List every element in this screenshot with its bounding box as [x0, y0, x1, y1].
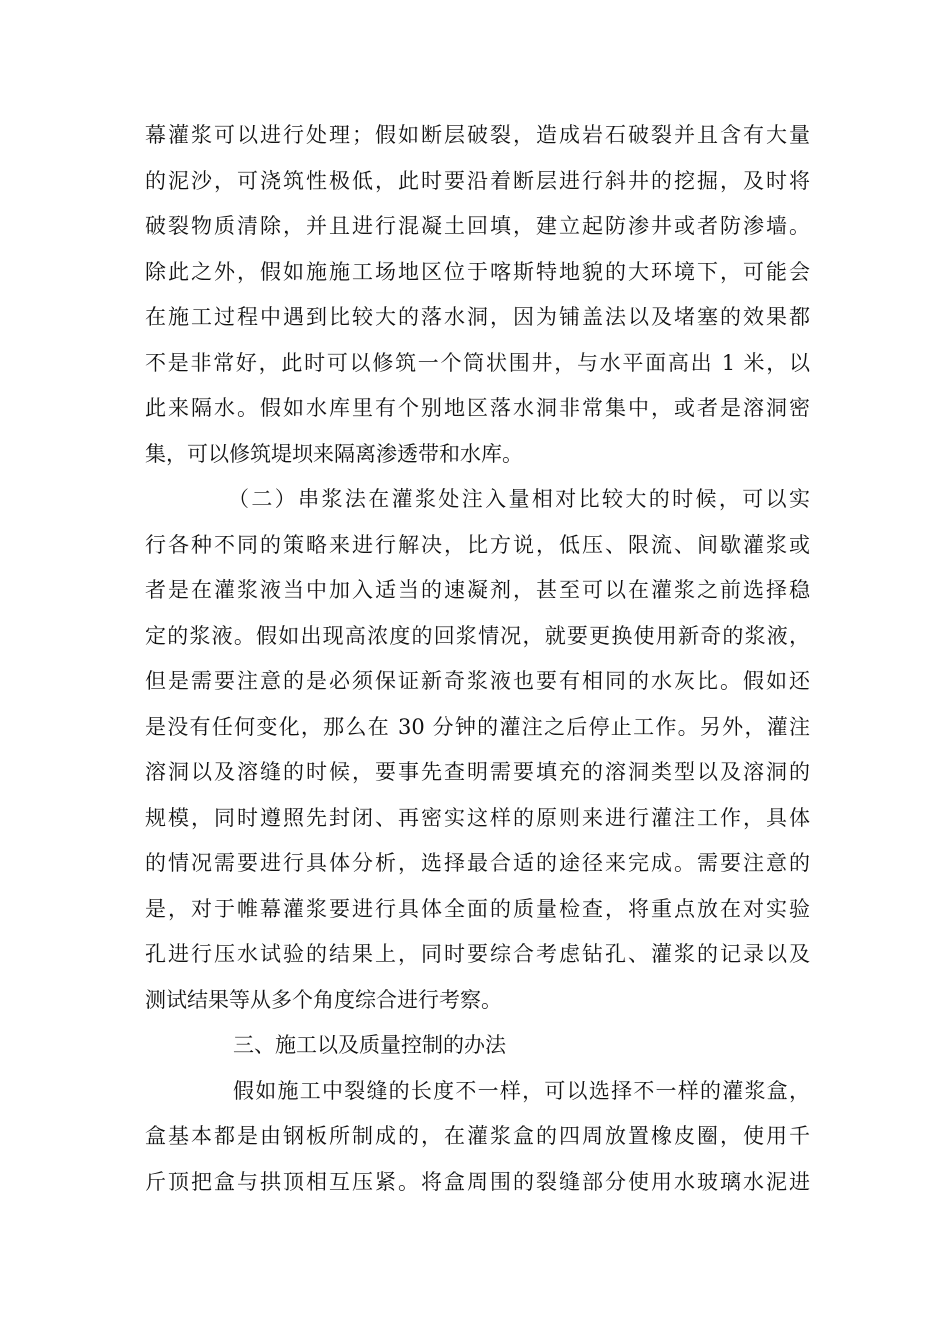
text-line: 盒基本都是由钢板所制成的，在灌浆盒的四周放置橡皮圈，使用千 — [145, 1124, 810, 1148]
text-line: 但是需要注意的是必须保证新奇浆液也要有相同的水灰比。假如还 — [145, 669, 810, 693]
text-line: 在施工过程中遇到比较大的落水洞，因为铺盖法以及堵塞的效果都 — [145, 305, 810, 329]
text-line: 孔进行压水试验的结果上，同时要综合考虑钻孔、灌浆的记录以及 — [145, 942, 810, 966]
section-heading-three: 三、施工以及质量控制的办法 — [233, 1033, 506, 1057]
text-line: 此来隔水。假如水库里有个别地区落水洞非常集中，或者是溶洞密 — [145, 396, 810, 420]
text-line: 集，可以修筑堤坝来隔离渗透带和水库。 — [145, 442, 523, 466]
text-line: 溶洞以及溶缝的时候，要事先查明需要填充的溶洞类型以及溶洞的 — [145, 760, 810, 784]
text-line: 定的浆液。假如出现高浓度的回浆情况，就要更换使用新奇的浆液， — [145, 624, 810, 648]
text-line: 测试结果等从多个角度综合进行考察。 — [145, 988, 502, 1012]
text-line: 不是非常好，此时可以修筑一个筒状围井，与水平面高出 1 米，以 — [145, 351, 810, 375]
text-line: 假如施工中裂缝的长度不一样，可以选择不一样的灌浆盒， — [233, 1079, 810, 1103]
text-line: 行各种不同的策略来进行解决，比方说，低压、限流、间歇灌浆或 — [145, 533, 810, 557]
text-line: 者是在灌浆液当中加入适当的速凝剂，甚至可以在灌浆之前选择稳 — [145, 578, 810, 602]
text-line: 是没有任何变化，那么在 30 分钟的灌注之后停止工作。另外，灌注 — [145, 715, 810, 739]
text-line: 破裂物质清除，并且进行混凝土回填，建立起防渗井或者防渗墙。 — [145, 214, 810, 238]
section-heading-two: （二）串浆法在灌浆处注入量相对比较大的时候，可以实 — [228, 487, 810, 511]
text-line: 幕灌浆可以进行处理；假如断层破裂，造成岩石破裂并且含有大量 — [145, 123, 810, 147]
text-line: 的泥沙，可浇筑性极低，此时要沿着断层进行斜井的挖掘，及时将 — [145, 169, 810, 193]
text-line: 规模，同时遵照先封闭、再密实这样的原则来进行灌注工作，具体 — [145, 806, 810, 830]
text-line: 除此之外，假如施施工场地区位于喀斯特地貌的大环境下，可能会 — [145, 260, 810, 284]
text-line: 斤顶把盒与拱顶相互压紧。将盒周围的裂缝部分使用水玻璃水泥进 — [145, 1170, 810, 1194]
text-line: 的情况需要进行具体分析，选择最合适的途径来完成。需要注意的 — [145, 851, 810, 875]
text-line: 是，对于帷幕灌浆要进行具体全面的质量检查，将重点放在对实验 — [145, 897, 810, 921]
